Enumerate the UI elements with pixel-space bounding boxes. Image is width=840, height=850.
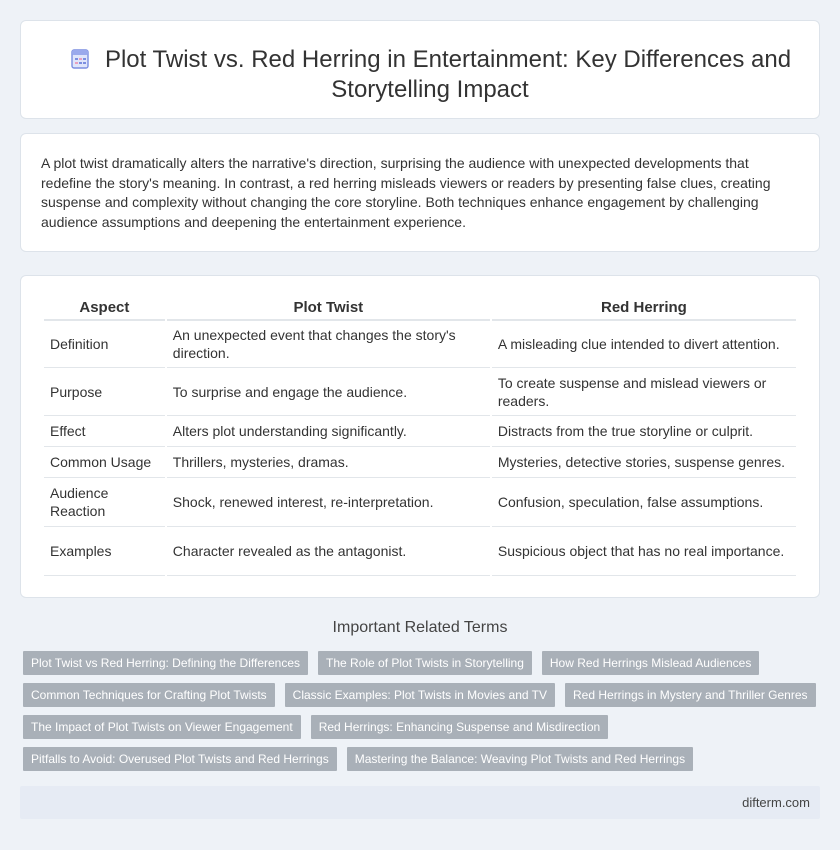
table-header-row	[44, 294, 796, 321]
tag-row	[23, 747, 823, 771]
table-cell-aspect: Examples	[44, 527, 165, 576]
table-cell-plot-twist: To surprise and engage the audience.	[167, 368, 490, 416]
table-cell-aspect: Common Usage	[44, 447, 165, 478]
table-cell-red-herring: A misleading clue intended to divert attention.	[492, 321, 796, 368]
title-wrap	[61, 45, 799, 105]
related-term-link[interactable]: Red Herrings: Enhancing Suspense and Misdirection	[311, 715, 609, 739]
table-cell-plot-twist: Thrillers, mysteries, dramas.	[167, 447, 490, 478]
column-header-aspect: Aspect	[44, 294, 165, 321]
table-cell-red-herring: Distracts from the true storyline or culprit.	[492, 416, 796, 447]
table-cell-red-herring: Suspicious object that has no real importance.	[492, 527, 796, 576]
related-term-link[interactable]: Pitfalls to Avoid: Overused Plot Twists and Red Herrings	[23, 747, 337, 771]
comparison-table	[42, 294, 798, 576]
intro-card	[20, 133, 820, 252]
table-row	[44, 478, 796, 527]
related-terms-title: Important Related Terms	[332, 619, 508, 636]
table-row	[44, 416, 796, 447]
related-term-link[interactable]: How Red Herrings Mislead Audiences	[542, 651, 759, 675]
tag-row	[23, 651, 823, 675]
table-cell-red-herring: To create suspense and mislead viewers or readers.	[492, 368, 796, 416]
page-title: Plot Twist vs. Red Herring in Entertainment: Key Differences and Storytelling Impact	[104, 46, 792, 103]
header-card	[20, 20, 820, 119]
footer-site-link[interactable]: difterm.com	[742, 795, 810, 810]
table-cell-plot-twist: An unexpected event that changes the story's direction.	[167, 321, 490, 368]
column-header-red-herring: Red Herring	[492, 294, 796, 321]
table-cell-aspect: Definition	[44, 321, 165, 368]
related-term-link[interactable]: Classic Examples: Plot Twists in Movies and TV	[285, 683, 555, 707]
related-term-link[interactable]: Plot Twist vs Red Herring: Defining the Differences	[23, 651, 308, 675]
related-term-link[interactable]: The Role of Plot Twists in Storytelling	[318, 651, 532, 675]
table-row	[44, 447, 796, 478]
table-cell-red-herring: Confusion, speculation, false assumptions.	[492, 478, 796, 527]
table-row	[44, 368, 796, 416]
related-terms-list	[23, 651, 823, 779]
tag-row	[23, 715, 823, 739]
document-icon	[69, 48, 91, 70]
related-term-link[interactable]: Red Herrings in Mystery and Thriller Genres	[565, 683, 816, 707]
related-term-link[interactable]: Common Techniques for Crafting Plot Twists	[23, 683, 275, 707]
table-cell-plot-twist: Alters plot understanding significantly.	[167, 416, 490, 447]
table-cell-plot-twist: Shock, renewed interest, re-interpretation.	[167, 478, 490, 527]
table-cell-aspect: Effect	[44, 416, 165, 447]
related-term-link[interactable]: The Impact of Plot Twists on Viewer Engagement	[23, 715, 301, 739]
table-cell-aspect: Purpose	[44, 368, 165, 416]
table-cell-aspect: Audience Reaction	[44, 478, 165, 527]
tag-row	[23, 683, 823, 707]
related-term-link[interactable]: Mastering the Balance: Weaving Plot Twists and Red Herrings	[347, 747, 693, 771]
table-cell-red-herring: Mysteries, detective stories, suspense genres.	[492, 447, 796, 478]
footer	[20, 786, 820, 819]
column-header-plot-twist: Plot Twist	[167, 294, 490, 321]
table-cell-plot-twist: Character revealed as the antagonist.	[167, 527, 490, 576]
table-row	[44, 321, 796, 368]
comparison-card	[20, 275, 820, 598]
table-row	[44, 527, 796, 576]
intro-paragraph: A plot twist dramatically alters the narrative's direction, surprising the audience with unexpected developments that redefine the story's meaning. In contrast, a red herring misleads viewers or readers by presenting false clues, creating suspense and complexity without changing the core storyline. Both techniques enhance engagement by challenging audience assumptions and deepening the entertainment experience.	[41, 155, 771, 230]
